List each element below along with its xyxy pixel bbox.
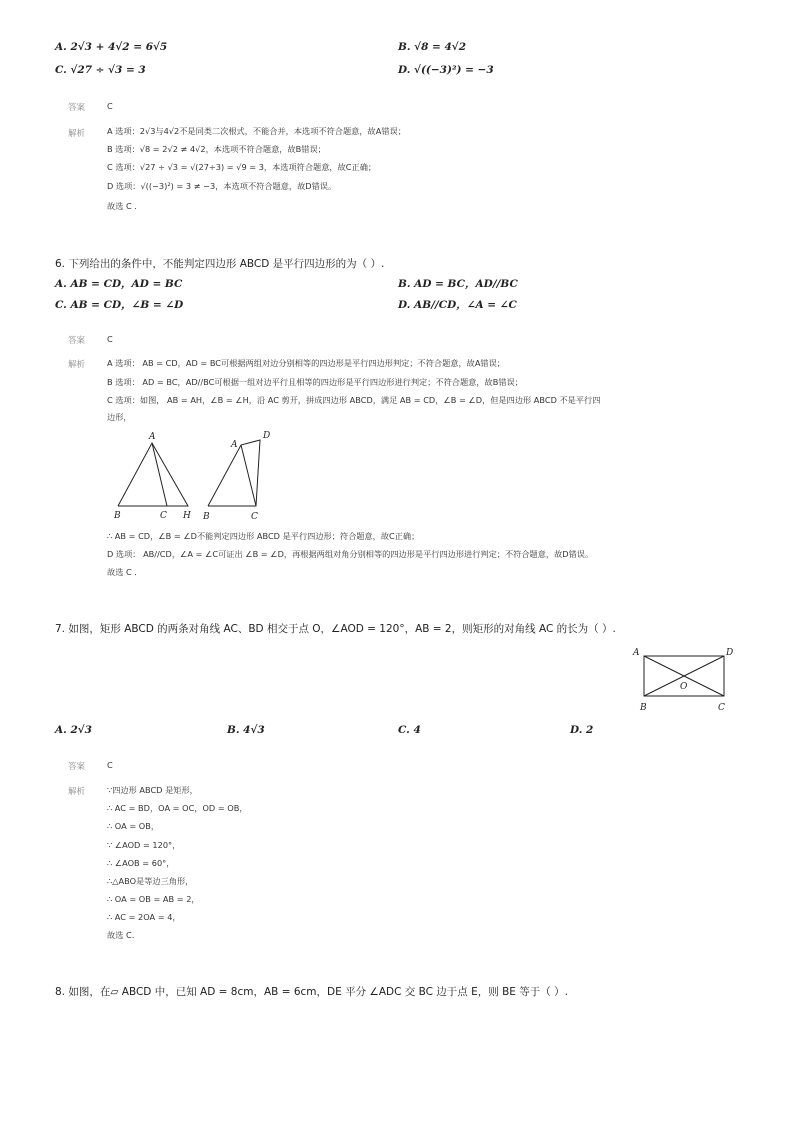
fig3-label-d: D xyxy=(726,648,734,658)
q7-analysis-line: ∴ AC = BD，OA = OC，OD = OB， xyxy=(107,803,248,813)
q7-analysis-line: 故选 C. xyxy=(107,930,135,940)
q5-answer: C xyxy=(107,101,113,111)
fig3-label-o: O xyxy=(680,682,688,692)
q5-option-b: B. √8 = 4√2 xyxy=(398,41,467,53)
q7-option-c: C. 4 xyxy=(398,724,421,736)
q8-stem: 8. 如图，在▱ ABCD 中，已知 AD = 8cm，AB = 6cm，DE 平分 ∠ADC 交 BC 边于点 E，则 BE 等于（ ）. xyxy=(55,986,568,998)
fig2-label-a: A xyxy=(231,440,238,450)
q5-analysis-line: B 选项：√8 = 2√2 ≠ 4√2，本选项不符合题意，故B错误； xyxy=(107,144,326,154)
fig2-label-d: D xyxy=(263,431,271,441)
q5-option-d: D. √((−3)²) = −3 xyxy=(398,64,494,76)
q6-analysis-line: B 选项： AD = BC，AD//BC可根据一组对边平行且相等的四边形是平行四边形进行判定；不符合题意，故B错误； xyxy=(107,377,523,387)
q6-answer-label: 答案 xyxy=(68,336,86,346)
q6-analysis-label: 解析 xyxy=(68,360,86,370)
q7-stem: 7. 如图，矩形 ABCD 的两条对角线 AC、BD 相交于点 O，∠AOD = 120°，AB = 2，则矩形的对角线 AC 的长为（ ）. xyxy=(55,623,616,635)
q6-analysis-line: A 选项： AB = CD，AD = BC可根据两组对边分别相等的四边形是平行四边形判定；不符合题意，故A错误； xyxy=(107,358,505,368)
q6-analysis-line: 边形， xyxy=(107,412,132,422)
q5-option-a: A. 2√3 + 4√2 = 6√5 xyxy=(55,41,168,53)
q7-answer-label: 答案 xyxy=(68,762,86,772)
q6-analysis-line: D 选项： AB//CD，∠A = ∠C可证出 ∠B = ∠D，再根据两组对角分别相等的四边形是平行四边形进行判定；不符合题意，故D错误。 xyxy=(107,549,594,559)
q5-analysis-line: D 选项：√((−3)²) = 3 ≠ −3，本选项不符合题意，故D错误。 xyxy=(107,181,337,191)
q5-option-c: C. √27 ÷ √3 = 3 xyxy=(55,64,146,76)
q5-analysis-line: 故选 C . xyxy=(107,201,137,211)
q6-option-a: A. AB = CD，AD = BC xyxy=(55,278,183,290)
fig1-label-c: C xyxy=(160,511,167,521)
fig2-label-c: C xyxy=(251,512,258,522)
q6-analysis-line: ∴ AB = CD，∠B = ∠D不能判定四边形 ABCD 是平行四边形；符合题意，故C正确； xyxy=(107,531,420,541)
q6-option-d: D. AB//CD，∠A = ∠C xyxy=(398,299,517,311)
fig3-label-c: C xyxy=(718,703,725,713)
fig1-label-h: H xyxy=(183,511,191,521)
q7-figure-rectangle xyxy=(630,644,745,714)
q6-analysis-line: 故选 C . xyxy=(107,567,137,577)
q7-answer: C xyxy=(107,760,113,770)
q5-analysis-line: A 选项：2√3与4√2不是同类二次根式，不能合并，本选项不符合题意，故A错误； xyxy=(107,126,406,136)
fig3-label-b: B xyxy=(640,703,647,713)
q5-answer-label: 答案 xyxy=(68,103,86,113)
fig1-label-b: B xyxy=(114,511,121,521)
q7-analysis-line: ∴ OA = OB = AB = 2， xyxy=(107,894,200,904)
q6-option-c: C. AB = CD，∠B = ∠D xyxy=(55,299,184,311)
fig2-label-b: B xyxy=(203,512,210,522)
q7-option-a: A. 2√3 xyxy=(55,724,92,736)
q5-analysis-line: C 选项：√27 ÷ √3 = √(27÷3) = √9 = 3，本选项符合题意，故C正确； xyxy=(107,162,377,172)
q6-figure-quadrilateral xyxy=(200,428,280,523)
q7-analysis-line: ∴ OA = OB， xyxy=(107,821,160,831)
q6-answer: C xyxy=(107,334,113,344)
fig1-label-a: A xyxy=(149,432,156,442)
q6-option-b: B. AD = BC，AD//BC xyxy=(398,278,518,290)
q6-analysis-line: C 选项：如图， AB = AH，∠B = ∠H，沿 AC 剪开，拼成四边形 ABCD，满足 AB = CD，∠B = ∠D，但是四边形 ABCD 不是平行四 xyxy=(107,395,601,405)
q7-analysis-line: ∵四边形 ABCD 是矩形， xyxy=(107,785,198,795)
q7-analysis-line: ∴△ABO是等边三角形， xyxy=(107,876,194,886)
q7-option-d: D. 2 xyxy=(570,724,594,736)
q5-analysis-label: 解析 xyxy=(68,129,86,139)
q7-option-b: B. 4√3 xyxy=(227,724,265,736)
q7-analysis-line: ∴ ∠AOB = 60°， xyxy=(107,858,175,868)
q7-analysis-line: ∴ AC = 2OA = 4， xyxy=(107,912,181,922)
fig3-label-a: A xyxy=(633,648,640,658)
q7-analysis-line: ∵ ∠AOD = 120°， xyxy=(107,840,181,850)
q6-figure-triangle xyxy=(110,428,200,523)
q7-analysis-label: 解析 xyxy=(68,787,86,797)
q6-stem: 6. 下列给出的条件中，不能判定四边形 ABCD 是平行四边形的为（ ）. xyxy=(55,258,385,270)
